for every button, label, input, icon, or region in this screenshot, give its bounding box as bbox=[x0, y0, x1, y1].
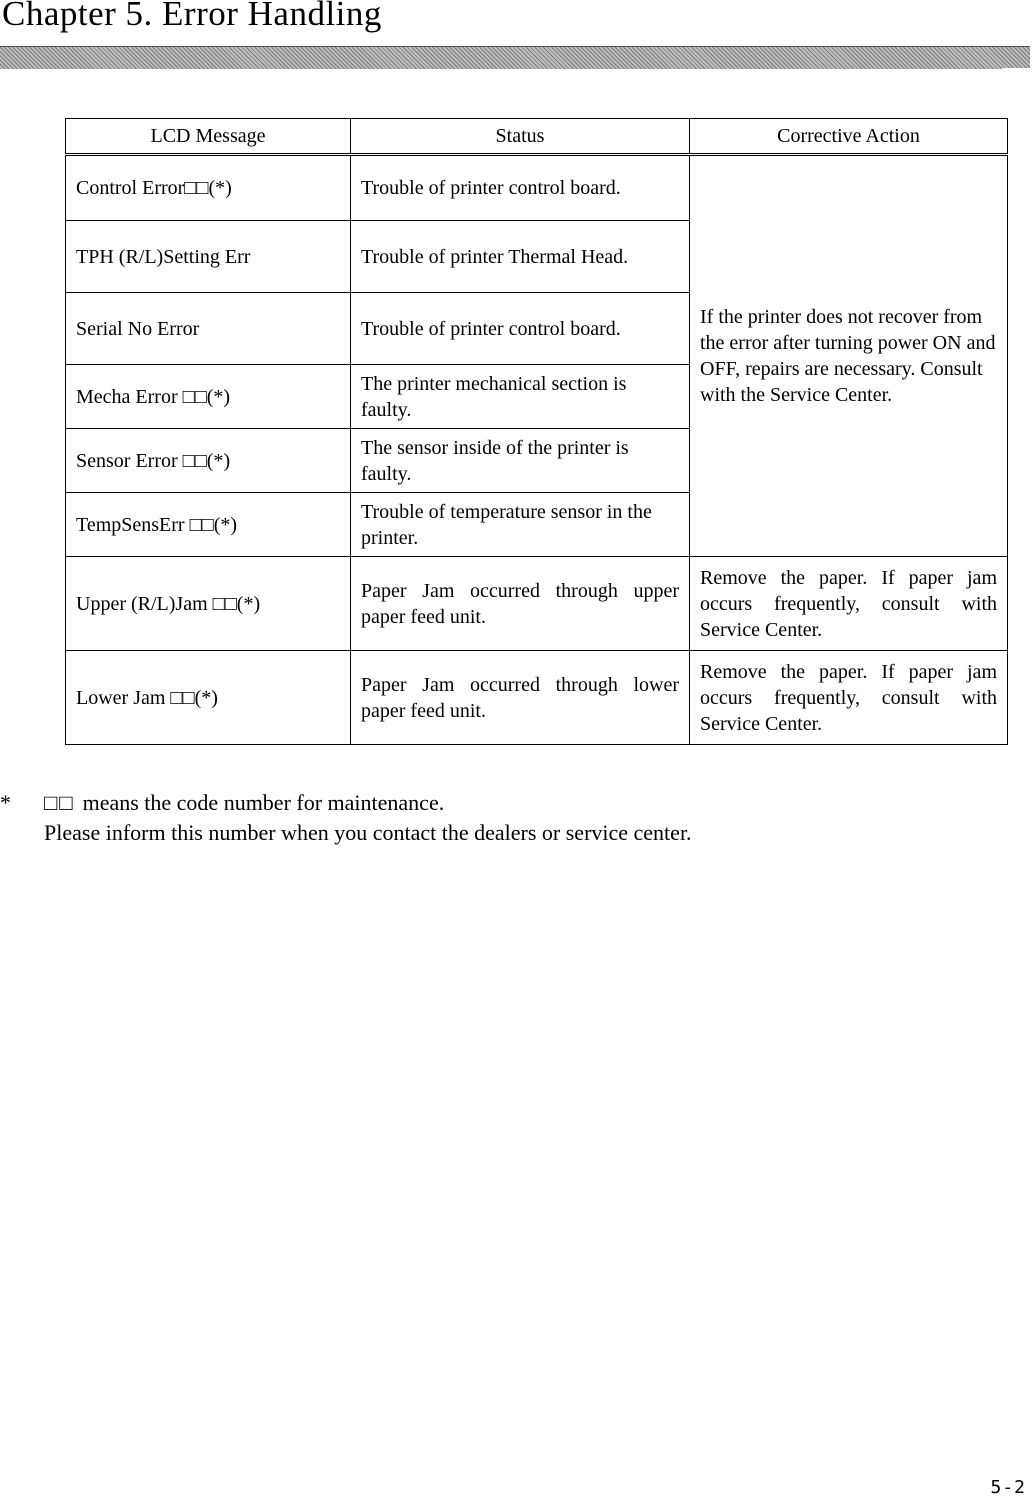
corrective-action-cell: Remove the paper. If paper jam occurs frequently, consult with Service Center. bbox=[690, 651, 1008, 745]
lcd-message-cell: Lower Jam □□(*) bbox=[66, 651, 351, 745]
table-header-row bbox=[66, 119, 1008, 155]
column-header-corrective-action: Corrective Action bbox=[690, 119, 1008, 155]
status-cell: The printer mechanical section is faulty. bbox=[351, 365, 690, 429]
table-row bbox=[66, 155, 1008, 221]
status-cell: Trouble of temperature sensor in the printer. bbox=[351, 493, 690, 557]
status-cell: The sensor inside of the printer is faulty. bbox=[351, 429, 690, 493]
lcd-message-cell: Control Error□□(*) bbox=[66, 155, 351, 221]
status-cell: Trouble of printer control board. bbox=[351, 293, 690, 365]
lcd-message-cell: Serial No Error bbox=[66, 293, 351, 365]
status-cell: Trouble of printer Thermal Head. bbox=[351, 221, 690, 293]
column-header-status: Status bbox=[351, 119, 690, 155]
title-rule-notch bbox=[1002, 68, 1032, 70]
table-row bbox=[66, 557, 1008, 651]
page-number: 5-2 bbox=[990, 1477, 1026, 1498]
lcd-message-cell: Mecha Error □□(*) bbox=[66, 365, 351, 429]
footnote-line-1-text: means the code number for maintenance. bbox=[82, 790, 445, 815]
status-cell: Paper Jam occurred through lower paper feed unit. bbox=[351, 651, 690, 745]
merged-corrective-action-cell: If the printer does not recover from the error after turning power ON and OFF, repairs are necessary. Consult with the Service Center. bbox=[690, 155, 1008, 557]
title-rule bbox=[0, 46, 1030, 69]
lcd-message-cell: TPH (R/L)Setting Err bbox=[66, 221, 351, 293]
status-cell: Trouble of printer control board. bbox=[351, 155, 690, 221]
lcd-message-cell: Upper (R/L)Jam □□(*) bbox=[66, 557, 351, 651]
code-boxes: □□ bbox=[44, 790, 75, 815]
footnote-marker: * bbox=[0, 790, 11, 815]
status-cell: Paper Jam occurred through upper paper feed unit. bbox=[351, 557, 690, 651]
table-row bbox=[66, 651, 1008, 745]
lcd-message-cell: Sensor Error □□(*) bbox=[66, 429, 351, 493]
footnote-line-1 bbox=[44, 788, 444, 818]
column-header-lcd-message: LCD Message bbox=[66, 119, 351, 155]
error-table bbox=[65, 118, 1008, 745]
corrective-action-cell: Remove the paper. If paper jam occurs frequently, consult with Service Center. bbox=[690, 557, 1008, 651]
footnote-line-2: Please inform this number when you contact the dealers or service center. bbox=[44, 820, 692, 845]
chapter-title: Chapter 5. Error Handling bbox=[2, 0, 382, 33]
lcd-message-cell: TempSensErr □□(*) bbox=[66, 493, 351, 557]
